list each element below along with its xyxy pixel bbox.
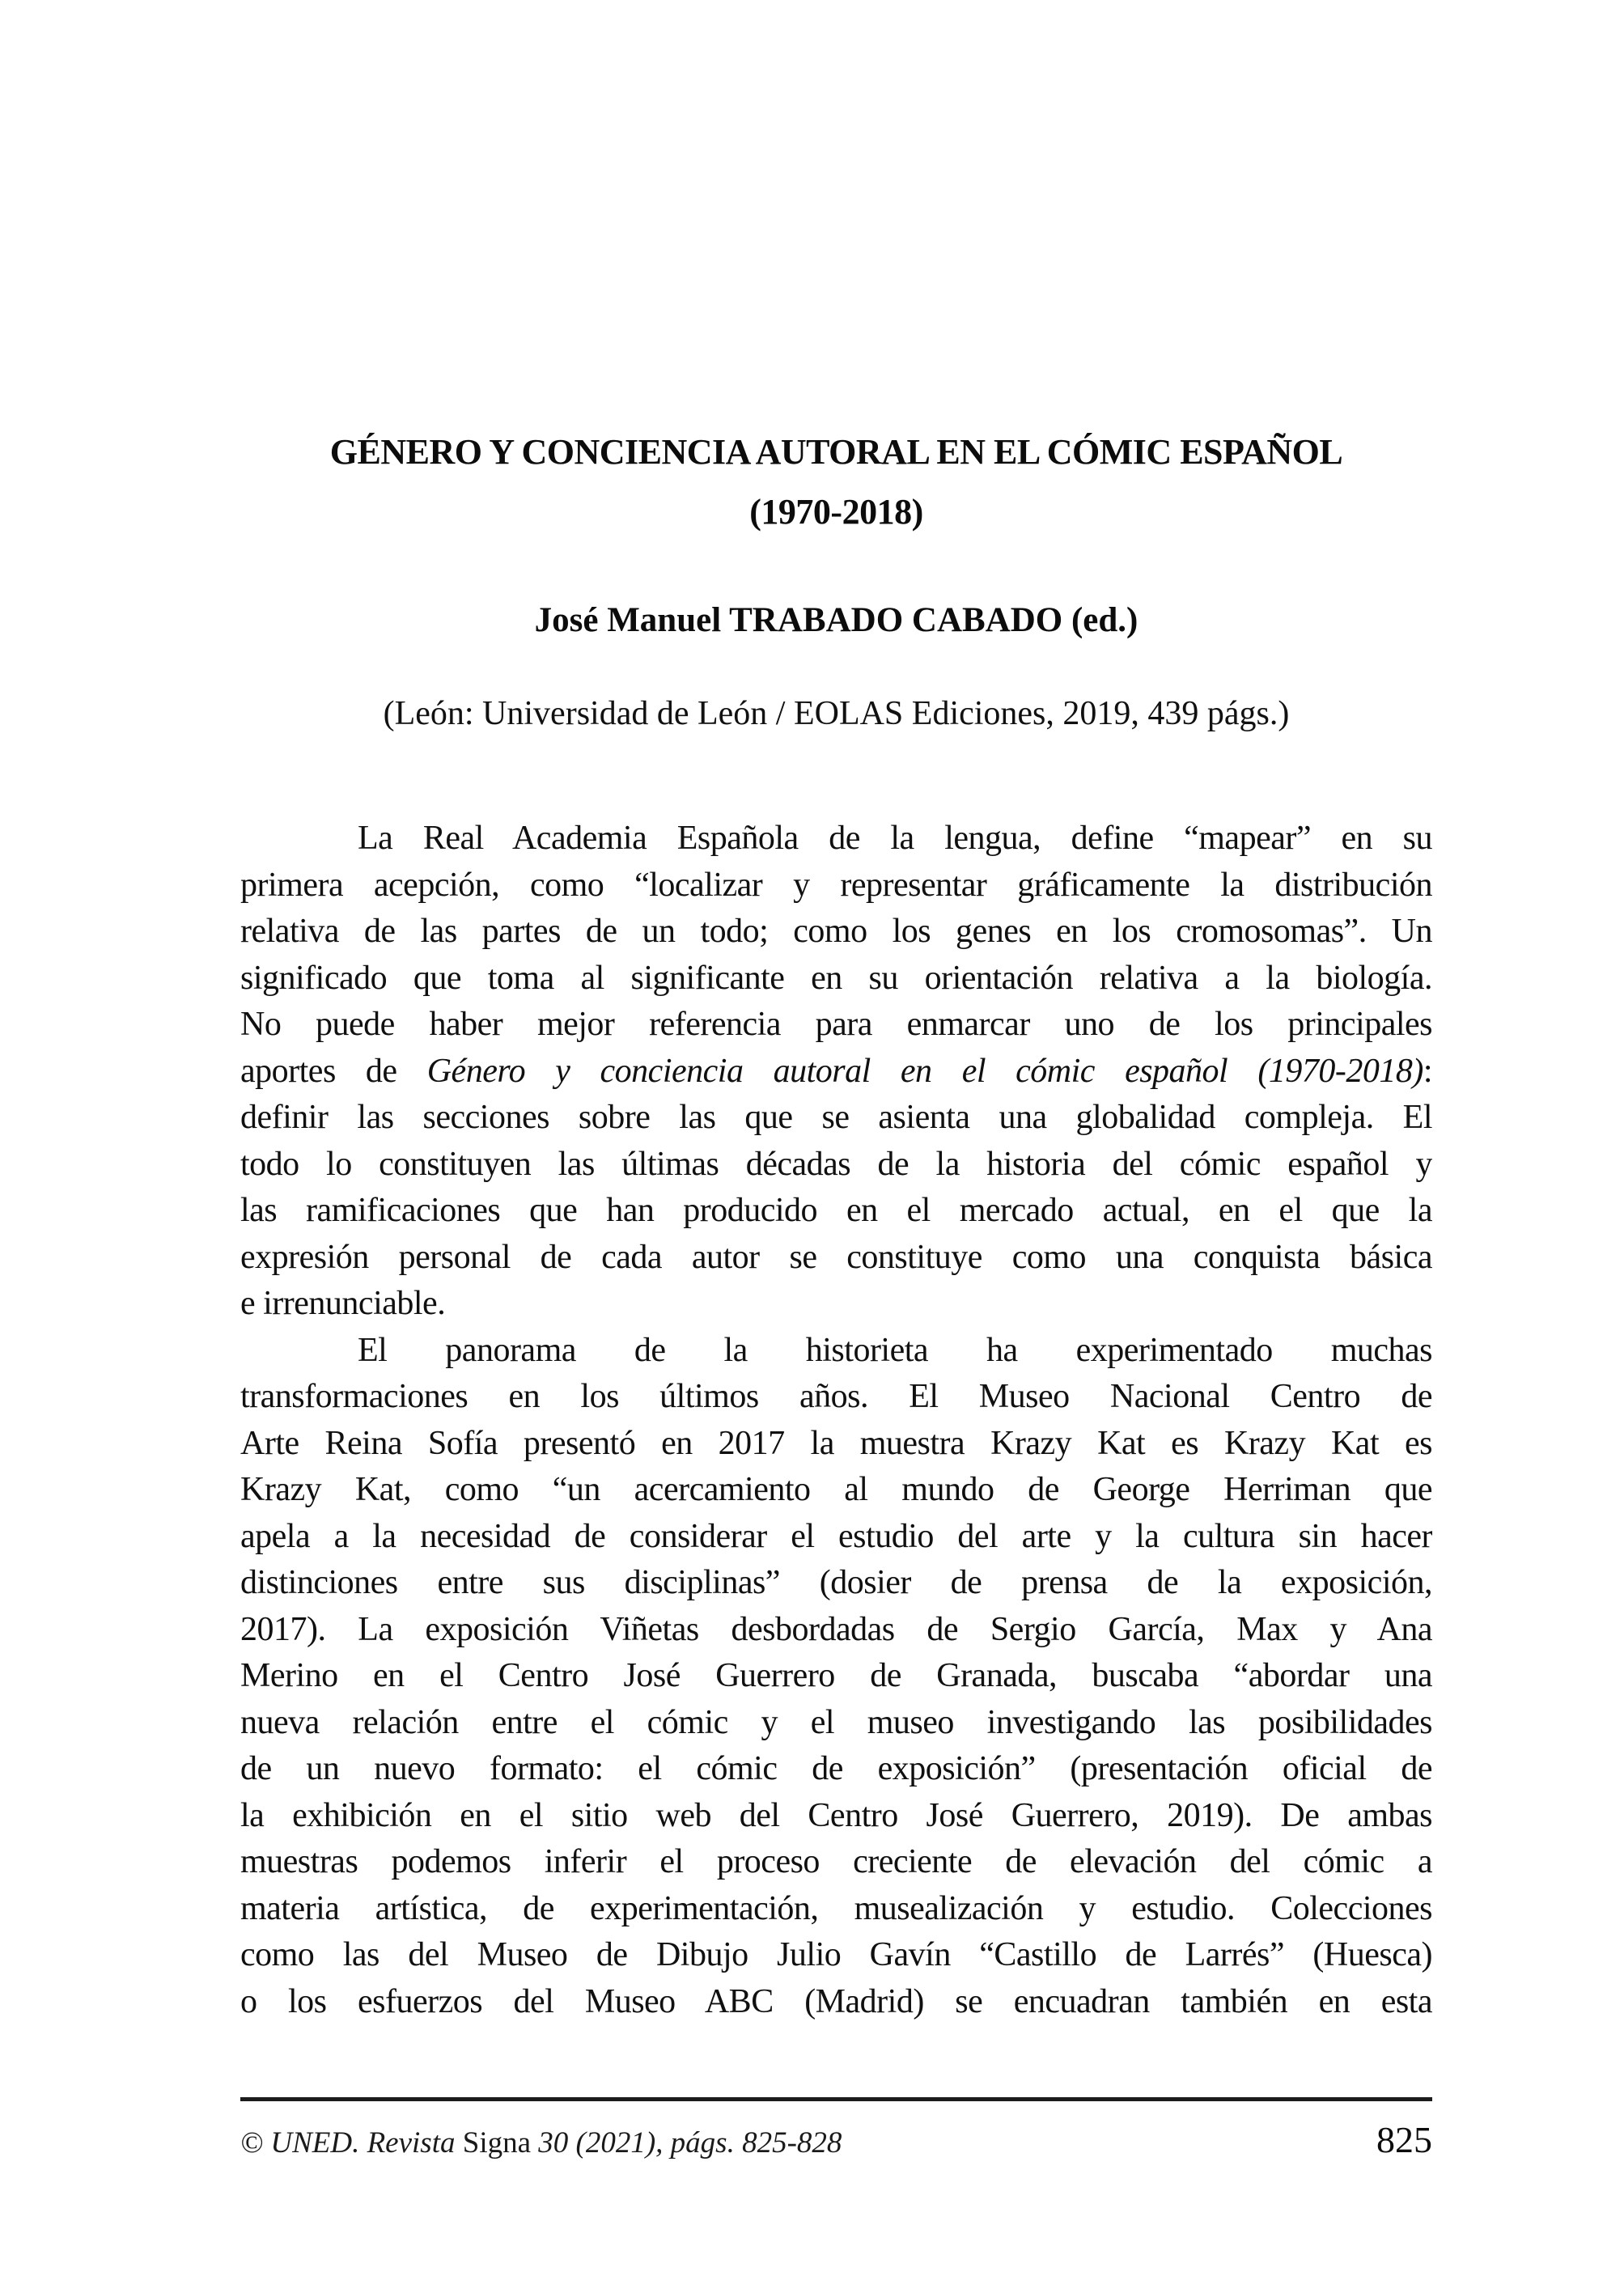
body-line-text: Krazy Kat, como “un acercamiento al mundo de George Herriman que — [240, 1471, 1432, 1508]
body-line — [240, 1049, 1432, 1096]
body-line — [240, 1979, 1432, 2026]
body-line-text: significado que toma al significante en su orientación relativa a la biología. — [240, 959, 1432, 997]
body-line — [240, 1002, 1432, 1049]
footer-copyright-post: 30 (2021), págs. 825-828 — [531, 2126, 842, 2159]
body-line — [240, 1607, 1432, 1654]
body-line-text: las ramificaciones que han producido en el mercado actual, en el que la — [240, 1192, 1432, 1229]
body-line — [240, 1188, 1432, 1235]
body-line-text: de un nuevo formato: el cómic de exposición” (presentación oficial de — [240, 1750, 1432, 1787]
publication-line: (León: Universidad de León / EOLAS Ediciones, 2019, 439 págs.) — [383, 695, 1290, 732]
body-line — [240, 1839, 1432, 1886]
body-line — [240, 1886, 1432, 1933]
body-line-text: expresión personal de cada autor se constituye como una conquista básica — [240, 1238, 1432, 1276]
body-line-text: o los esfuerzos del Museo ABC (Madrid) se encuadran también en esta — [240, 1982, 1432, 2020]
body-line — [240, 1467, 1432, 1514]
body-line-text: primera acepción, como “localizar y representar gráficamente la distribución — [240, 866, 1432, 904]
body-line — [240, 1560, 1432, 1607]
body-line — [240, 1095, 1432, 1142]
body-line-text: muestras podemos inferir el proceso creciente de elevación del cómic a — [240, 1843, 1432, 1880]
body-line — [240, 1653, 1432, 1700]
body-line-text: como las del Museo de Dibujo Julio Gavín “Castillo de Larrés” (Huesca) — [240, 1936, 1432, 1973]
body-line — [240, 816, 1432, 863]
body-line-text: El panorama de la historieta ha experimentado muchas — [358, 1331, 1432, 1369]
book-title-italic: Género y conciencia autoral en el cómic español (1970-2018) — [426, 1052, 1423, 1090]
page-title-line1: GÉNERO Y CONCIENCIA AUTORAL EN EL CÓMIC ESPAÑOL — [329, 432, 1343, 472]
page-footer — [240, 2118, 1432, 2161]
body-line-text: nueva relación entre el cómic y el museo investigando las posibilidades — [240, 1703, 1432, 1741]
body-line-text: Merino en el Centro José Guerrero de Granada, buscaba “abordar una — [240, 1657, 1432, 1694]
page-title — [240, 422, 1432, 542]
body-line-text: e irrenunciable. — [240, 1285, 446, 1322]
body-line — [240, 1374, 1432, 1421]
body-line — [240, 1281, 1432, 1328]
body-line-text: definir las secciones sobre las que se asienta una globalidad compleja. El — [240, 1099, 1432, 1136]
footer-copyright — [240, 2126, 842, 2160]
body-line — [240, 1932, 1432, 1979]
body-line-text: La Real Academia Española de la lengua, define “mapear” en su — [358, 820, 1432, 857]
paragraph — [240, 816, 1432, 1328]
body-line-text: la exhibición en el sitio web del Centro José Guerrero, 2019). De ambas — [240, 1796, 1432, 1834]
body-line-text: materia artística, de experimentación, musealización y estudio. Colecciones — [240, 1889, 1432, 1927]
body-line-text: relativa de las partes de un todo; como los genes en los cromosomas”. Un — [240, 913, 1432, 950]
footer-journal-name: Signa — [462, 2126, 532, 2159]
body-line — [240, 1328, 1432, 1375]
body-line — [240, 1142, 1432, 1189]
body-line — [240, 863, 1432, 909]
body-line — [240, 1514, 1432, 1561]
body-line — [240, 956, 1432, 1002]
page-title-line2: (1970-2018) — [749, 492, 923, 532]
author-line: José Manuel TRABADO CABADO (ed.) — [534, 601, 1138, 639]
body-line — [240, 909, 1432, 956]
footer-page-number: 825 — [1376, 2119, 1432, 2160]
body-line-text: : — [1423, 1052, 1432, 1090]
body-line — [240, 1700, 1432, 1747]
footer-copyright-pre: © UNED. Revista — [240, 2126, 463, 2159]
body-line-text: apela a la necesidad de considerar el estudio del arte y la cultura sin hacer — [240, 1517, 1432, 1555]
review-body — [240, 816, 1432, 2025]
body-line-text: transformaciones en los últimos años. El Museo Nacional Centro de — [240, 1378, 1432, 1415]
body-line-text: 2017). La exposición Viñetas desbordadas de Sergio García, Max y Ana — [240, 1610, 1432, 1648]
body-line — [240, 1235, 1432, 1282]
body-line-text: distinciones entre sus disciplinas” (dosier de prensa de la exposición, — [240, 1564, 1432, 1601]
body-line — [240, 1421, 1432, 1468]
body-line-text: todo lo constituyen las últimas décadas de la historia del cómic español y — [240, 1145, 1432, 1183]
body-line-text: aportes de — [240, 1052, 427, 1090]
body-line — [240, 1746, 1432, 1793]
body-line-text: No puede haber mejor referencia para enmarcar uno de los principales — [240, 1006, 1432, 1043]
paragraph — [240, 1328, 1432, 2026]
body-line — [240, 1793, 1432, 1840]
footer-rule — [240, 2097, 1432, 2101]
body-line-text: Arte Reina Sofía presentó en 2017 la muestra Krazy Kat es Krazy Kat es — [240, 1424, 1432, 1462]
